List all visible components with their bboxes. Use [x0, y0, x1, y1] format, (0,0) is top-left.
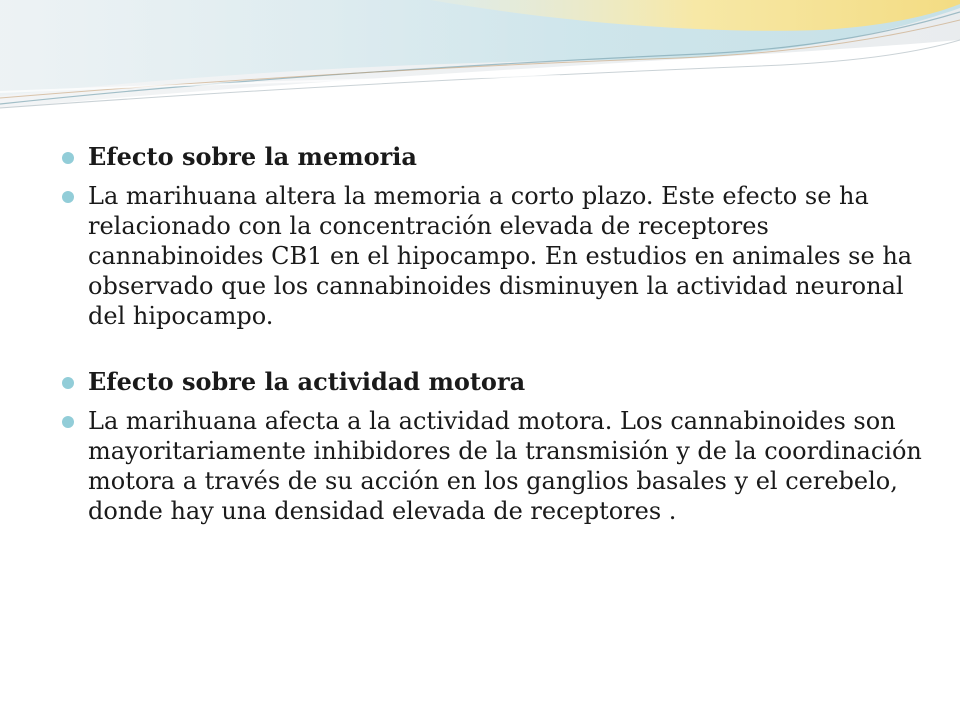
- bullet-text: La marihuana afecta a la actividad motora. Los cannabinoides son mayoritariamente inhibidores de la transmisión y de la coordinación motora a través de su acción en los ganglios basales y el cerebelo, donde hay una densidad elevada de receptores .: [88, 407, 922, 525]
- bullet-dot-icon: [62, 191, 74, 203]
- bullet-text: Efecto sobre la memoria: [88, 142, 417, 171]
- bullet-body-memoria: [62, 181, 922, 331]
- decorative-header-wave: [0, 0, 960, 130]
- slide-content: [62, 142, 922, 535]
- bullet-text: La marihuana altera la memoria a corto plazo. Este efecto se ha relacionado con la concentración elevada de receptores cannabinoides CB1 en el hipocampo. En estudios en animales se ha observado que los cannabinoides disminuyen la actividad neuronal del hipocampo.: [88, 182, 913, 330]
- bullet-dot-icon: [62, 377, 74, 389]
- bullet-dot-icon: [62, 152, 74, 164]
- bullet-dot-icon: [62, 416, 74, 428]
- bullet-heading-memoria: [62, 142, 922, 172]
- bullet-body-motora: [62, 406, 922, 526]
- bullet-text: Efecto sobre la actividad motora: [88, 367, 526, 396]
- spacer: [62, 340, 922, 367]
- bullet-heading-motora: [62, 367, 922, 397]
